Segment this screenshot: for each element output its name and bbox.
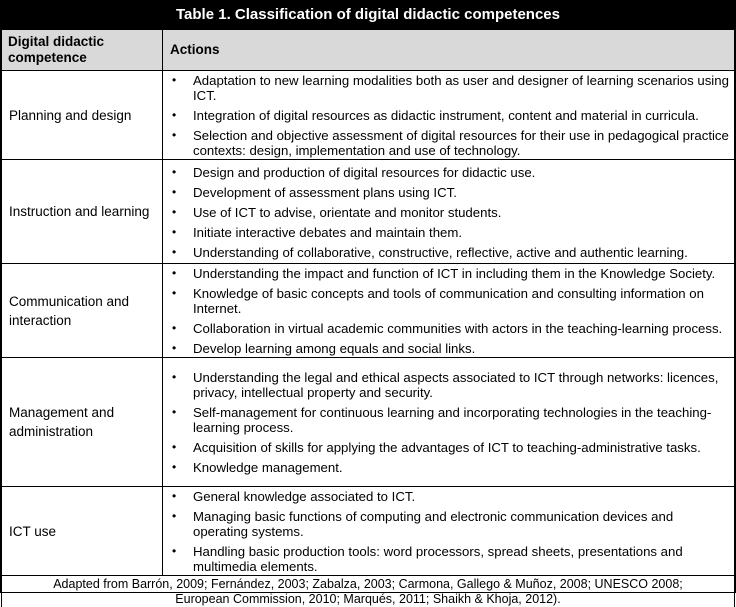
bullet-icon: • [172,544,176,559]
action-text: Managing basic functions of computing and electronic communication devices and operating systems. [193,509,673,539]
actions-cell [163,358,735,487]
action-text: General knowledge associated to ICT. [193,489,415,504]
bullet-icon: • [172,509,176,524]
actions-cell [163,487,735,576]
header-actions: Actions [163,30,735,71]
bullet-icon: • [172,460,176,475]
competence-cell: Communication and interaction [2,264,163,358]
action-text: Understanding of collaborative, constructive, reflective, active and authentic learning. [193,245,688,260]
list-item [163,73,730,103]
action-text: Use of ICT to advise, orientate and monitor students. [193,205,501,220]
bullet-icon: • [172,286,176,301]
bullet-icon: • [172,73,176,88]
bullet-icon: • [172,245,176,260]
header-competence: Digital didactic competence [2,30,163,71]
table-title: Table 1. Classification of digital didactic competences [1,1,735,29]
actions-cell [163,71,735,160]
list-item [163,440,730,455]
list-item [163,341,730,356]
table-row [2,487,735,576]
action-text: Self-management for continuous learning and incorporating technologies in the teaching-learning process. [193,405,711,435]
competence-cell: Instruction and learning [2,160,163,264]
action-text: Collaboration in virtual academic communities with actors in the teaching-learning process. [193,321,722,336]
action-text: Design and production of digital resources for didactic use. [193,165,535,180]
actions-list [163,71,730,159]
competence-cell: ICT use [2,487,163,576]
list-item [163,286,730,316]
actions-list [163,487,730,575]
table-row [2,264,735,358]
bullet-icon: • [172,205,176,220]
action-text: Selection and objective assessment of digital resources for their use in pedagogical practice contexts: design, implementation and use of technology. [193,128,729,158]
bullet-icon: • [172,370,176,385]
list-item [163,108,730,123]
footnote-line-1: Adapted from Barrón, 2009; Fernández, 2003; Zabalza, 2003; Carmona, Gallego & Muñoz, 2008; UNESCO 2008; [2,577,734,592]
list-item [163,321,730,336]
list-item [163,245,730,260]
action-text: Knowledge of basic concepts and tools of communication and consulting information on Internet. [193,286,704,316]
list-item [163,266,730,281]
table-row [2,71,735,160]
table-body [2,71,735,576]
actions-list [163,368,730,476]
footnote-row [2,576,735,607]
actions-list [163,264,730,357]
competence-cell: Management and administration [2,358,163,487]
actions-cell [163,264,735,358]
list-item [163,489,730,504]
table-row [2,358,735,487]
action-text: Develop learning among equals and social links. [193,341,475,356]
bullet-icon: • [172,108,176,123]
action-text: Understanding the impact and function of ICT in including them in the Knowledge Society. [193,266,715,281]
competence-cell: Planning and design [2,71,163,160]
bullet-icon: • [172,440,176,455]
competences-table [1,29,735,607]
bullet-icon: • [172,321,176,336]
bullet-icon: • [172,185,176,200]
footnote-line-2: European Commission, 2010; Marqués, 2011; Shaikh & Khoja, 2012). [2,592,734,607]
footnote [2,576,735,607]
bullet-icon: • [172,405,176,420]
list-item [163,225,730,240]
list-item [163,370,730,400]
action-text: Acquisition of skills for applying the advantages of ICT to teaching-administrative tasks. [193,440,701,455]
list-item [163,185,730,200]
list-item [163,128,730,158]
list-item [163,205,730,220]
list-item [163,460,730,475]
bullet-icon: • [172,341,176,356]
table-row [2,160,735,264]
bullet-icon: • [172,225,176,240]
action-text: Integration of digital resources as didactic instrument, content and material in curricula. [193,108,699,123]
list-item [163,509,730,539]
action-text: Understanding the legal and ethical aspects associated to ICT through networks: licences, privacy, intellectual property and security. [193,370,718,400]
list-item [163,405,730,435]
bullet-icon: • [172,128,176,143]
bullet-icon: • [172,489,176,504]
header-row [2,30,735,71]
bullet-icon: • [172,266,176,281]
action-text: Initiate interactive debates and maintain them. [193,225,462,240]
list-item [163,544,730,574]
action-text: Adaptation to new learning modalities both as user and designer of learning scenarios using ICT. [193,73,729,103]
action-text: Handling basic production tools: word processors, spread sheets, presentations and multimedia elements. [193,544,683,574]
action-text: Knowledge management. [193,460,343,475]
bullet-icon: • [172,165,176,180]
actions-list [163,163,730,261]
actions-cell [163,160,735,264]
action-text: Development of assessment plans using ICT. [193,185,457,200]
list-item [163,165,730,180]
